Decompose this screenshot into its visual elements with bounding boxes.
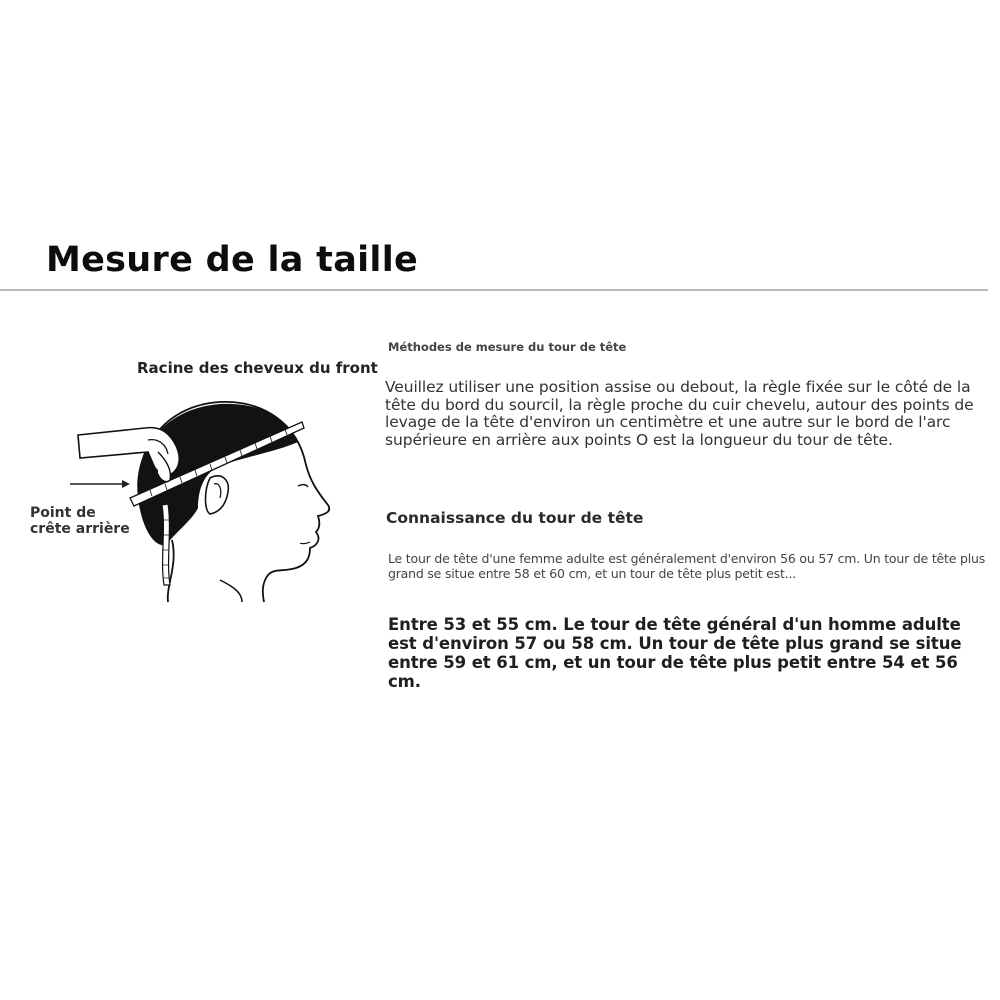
methods-heading: Méthodes de mesure du tour de tête [388,340,627,354]
ear [206,476,229,514]
mouth [300,542,310,544]
label-forehead-hairline: Racine des cheveux du front [137,359,378,377]
arrow-head [122,480,130,488]
women-head-size-paragraph: Le tour de tête d'une femme adulte est généralement d'environ 56 ou 57 cm. Un tour de tête plus grand se situe entre 58 et 60 cm, et un tour de tête plus petit est... [388,551,986,581]
eye [298,485,308,487]
knowledge-heading: Connaissance du tour de tête [386,509,644,527]
men-head-size-paragraph: Entre 53 et 55 cm. Le tour de tête général d'un homme adulte est d'environ 57 ou 58 cm. Un tour de tête plus grand se situe entre 59 et 61 cm, et un tour de tête plus petit entre 54 et 56 cm. [388,615,962,691]
label-back-crest-point: Point de crête arrière [30,505,130,537]
neck-line [220,580,242,602]
title-divider [0,289,988,291]
tape-tail [162,504,170,585]
page-title: Mesure de la taille [46,240,419,280]
methods-paragraph: Veuillez utiliser une position assise ou debout, la règle fixée sur le côté de la tête du bord du sourcil, la règle proche du cuir chevelu, autour des points de levage de la tête d'environ un centimètre et une autre sur le bord de l'arc supérieure en arrière aux points O est la longueur du tour de tête. [385,378,974,449]
head-measurement-icon [70,380,340,605]
